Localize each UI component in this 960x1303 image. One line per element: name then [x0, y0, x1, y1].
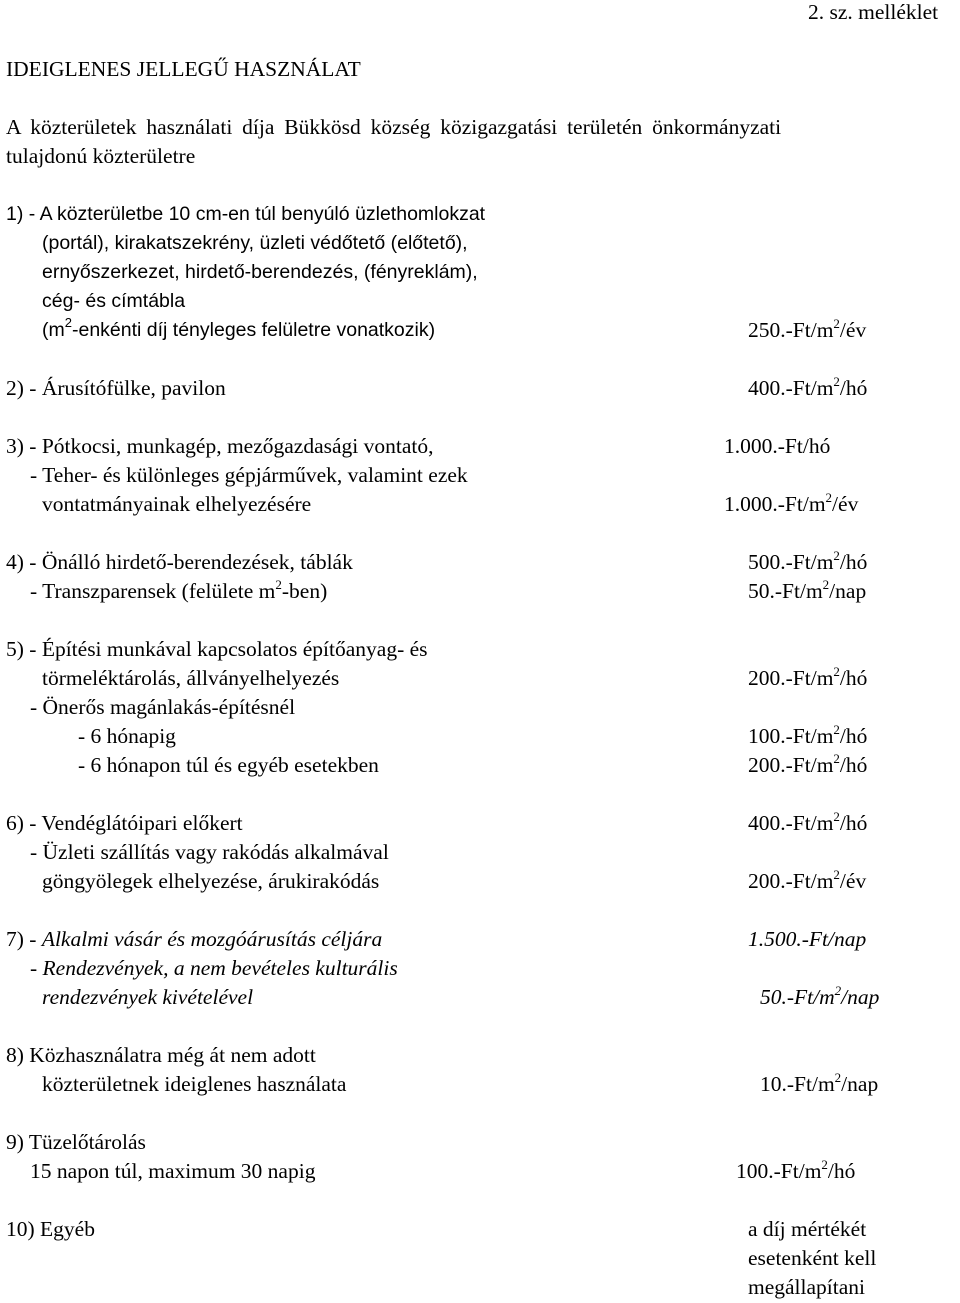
item1-line-5: ($m^2$-enkénti díj tényleges felületre vonatkozik) — [42, 315, 436, 341]
item1-line-1: 1) - A közterületbe 10 cm-en túl benyúló üzlethomlokzat — [6, 203, 486, 225]
item9-line-2: 15 napon túl, maximum 30 napig — [30, 1159, 316, 1183]
item3-price-1: 1.000.-Ft/hó — [724, 434, 831, 458]
item1-line-2: (portál), kirakatszekrény, üzleti védőtető (előtető), — [42, 232, 468, 254]
item3-line-1: 3) - Pótkocsi, munkagép, mezőgazdasági vontató, — [6, 434, 434, 458]
item4-price-2: $50.-Ft/m^2$/nap — [748, 577, 867, 603]
item4-price-1: $500.-Ft/m^2/hó$ — [748, 548, 868, 574]
item5-line-5: - 6 hónapon túl és egyéb esetekben — [78, 753, 379, 777]
item5-line-4: - 6 hónapig — [78, 724, 176, 748]
item10-line-1: 10) Egyéb — [6, 1217, 95, 1241]
item7-line-2: - Rendezvények, a nem bevételes kulturális — [30, 956, 398, 980]
item6-price-1: $400.-Ft/m^2/hó$ — [748, 809, 868, 835]
item7-price-1: 1.500.-Ft/nap — [748, 927, 867, 951]
intro-line-2: tulajdonú közterületre — [6, 144, 196, 168]
item10-note-3: megállapítani — [748, 1275, 866, 1299]
item5-price-2: $100.-Ft/m^2/hó$ — [748, 722, 868, 748]
item9-price: $100.-Ft/m^2/hó$ — [736, 1157, 856, 1183]
page-title: IDEIGLENES JELLEGŰ HASZNÁLAT — [6, 57, 361, 81]
item8-line-1: 8) Közhasználatra még át nem adott — [6, 1043, 316, 1067]
item3-price-2: $1.000.-Ft/m^2/év$ — [724, 490, 859, 516]
item5-price-1: $200.-Ft/m^2/hó$ — [748, 664, 868, 690]
item10-note-1: a díj mértékét — [748, 1217, 867, 1241]
item7-price-2: $50.-Ft/m^2$/nap — [760, 983, 880, 1009]
item7-line-3: rendezvények kivételével — [42, 985, 254, 1009]
item4-line-1: 4) - Önálló hirdető-berendezések, táblák — [6, 550, 353, 574]
item6-line-3: göngyölegek elhelyezése, árukirakódás — [42, 869, 380, 893]
item5-line-2: törmeléktárolás, állványelhelyezés — [42, 666, 340, 690]
item9-line-1: 9) Tüzelőtárolás — [6, 1130, 146, 1154]
item1-line-4: cég- és címtábla — [42, 290, 186, 312]
item8-line-2: közterületnek ideiglenes használata — [42, 1072, 347, 1096]
item6-line-2: - Üzleti szállítás vagy rakódás alkalmával — [30, 840, 389, 864]
item2-label: 2) - Árusítófülke, pavilon — [6, 376, 226, 400]
item5-line-3: - Önerős magánlakás-építésnél — [30, 695, 296, 719]
item10-note-2: esetenként kell — [748, 1246, 877, 1270]
item4-line-2: - Transzparensek (felülete $m^2-ben$) — [30, 577, 328, 603]
item1-line-3: ernyőszerkezet, hirdető-berendezés, (fényreklám), — [42, 261, 478, 283]
item5-price-3: $200.-Ft/m^2/hó$ — [748, 751, 868, 777]
item3-line-2: - Teher- és különleges gépjárművek, valamint ezek — [30, 463, 468, 487]
item1-price: $250.-Ft/m^2/év$ — [748, 316, 867, 342]
item5-line-1: 5) - Építési munkával kapcsolatos építőanyag- és — [6, 637, 428, 661]
item2-price: $400.-Ft/m^2/hó$ — [748, 374, 868, 400]
annex-label: 2. sz. melléklet — [808, 0, 939, 24]
item7-line-1: 7) - Alkalmi vásár és mozgóárusítás céljára — [6, 927, 383, 951]
item6-line-1: 6) - Vendéglátóipari előkert — [6, 811, 243, 835]
item6-price-2: $200.-Ft/m^2/év$ — [748, 867, 867, 893]
intro-line-1: A közterületek használati díja Bükkösd község közigazgatási területén önkormányzati — [6, 115, 782, 139]
item3-line-3: vontatmányainak elhelyezésére — [42, 492, 312, 516]
item8-price: $10.-Ft/m^2$/nap — [760, 1070, 879, 1096]
